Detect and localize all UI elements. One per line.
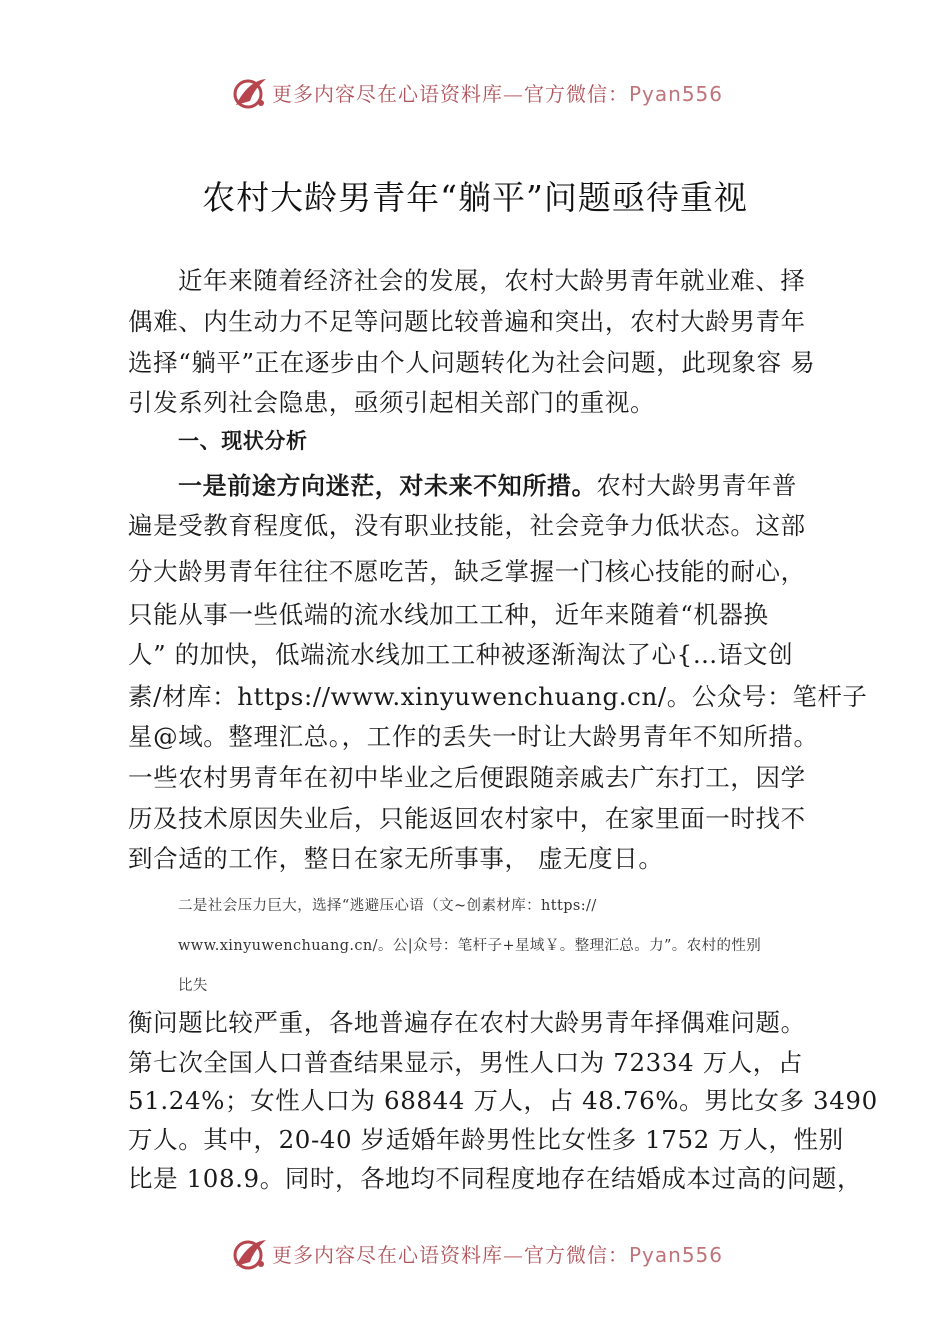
brush-logo-icon [230,1236,270,1272]
point1-line: 分大龄男青年往往不愿吃苦，缺乏掌握一门核心技能的耐心， [128,557,806,586]
intro-line: 近年来随着经济社会的发展，农村大龄男青年就业难、择 [178,266,806,295]
intro-line: 引发系列社会隐患，亟须引起相关部门的重视。 [128,388,656,417]
intro-line: 选择“躺平”正在逐步由个人问题转化为社会问题，此现象容 易 [128,348,816,377]
point2-line: 比是 108.9。同时，各地均不同程度地存在结婚成本过高的问题， [128,1164,863,1193]
banner-wechat-text: 官方微信： [524,82,629,106]
banner-wechat-id: Pyan556 [629,1243,724,1267]
point1-line: 星@域。整理汇总。，工作的丢失一时让大龄男青年不知所措。 [128,722,819,751]
header-watermark [0,72,950,112]
point2-small-line: 比失 [178,978,208,994]
banner-dash: — [503,1243,524,1267]
intro-line: 偶难、内生动力不足等问题比较普遍和突出，农村大龄男青年 [128,307,806,336]
banner-main-text: 更多内容尽在心语资料库 [272,1243,503,1267]
point1-line: 素/材库：https://www.xinyuwenchuang.cn/。公众号：笔杆子 [128,682,868,711]
point1-first-line-rest: 农村大龄男青年普 [596,471,798,500]
page-title: 农村大龄男青年“躺平”问题亟待重视 [202,178,748,217]
point2-line: 51.24%；女性人口为 68844 万人，占 48.76%。男比女多 3490 [128,1086,878,1115]
section-heading: 一、现状分析 [178,429,308,453]
point2-small-line: 二是社会压力巨大，选择“逃避压心语（文~创素材库：https:// [178,898,597,914]
point1-line: 历及技术原因失业后，只能返回农村家中，在家里面一时找不 [128,804,806,833]
point2-line: 第七次全国人口普查结果显示，男性人口为 72334 万人，占 [128,1048,804,1077]
banner-wechat-text: 官方微信： [524,1243,629,1267]
point1-line: 一些农村男青年在初中毕业之后便跟随亲戚去广东打工，因学 [128,763,806,792]
point1-line: 到合适的工作，整日在家无所事事， 虚无度日。 [128,844,664,873]
point1-line: 遍是受教育程度低，没有职业技能，社会竞争力低状态。这部 [128,511,806,540]
point2-line: 万人。其中，20-40 岁适婚年龄男性比女性多 1752 万人，性别 [128,1125,844,1154]
banner-dash: — [503,82,524,106]
point1-first-line [178,466,797,502]
point1-line: 只能从事一些低端的流水线加工工种，近年来随着“机器换 [128,600,769,629]
banner-main-text: 更多内容尽在心语资料库 [272,82,503,106]
banner-wechat-id: Pyan556 [629,82,724,106]
brush-logo-icon [230,75,270,111]
footer-watermark [0,1233,950,1273]
point2-small-line: www.xinyuwenchuang.cn/。公|众号：笔杆子+星域￥。整理汇总。力”。农村的性别 [178,938,762,954]
point2-line: 衡问题比较严重，各地普遍存在农村大龄男青年择偶难问题。 [128,1008,806,1037]
point1-line: 人” 的加快，低端流水线加工工种被逐渐淘汰了心{…语文创 [128,640,794,669]
point1-lead: 一是前途方向迷茫，对未来不知所措。 [178,472,597,500]
